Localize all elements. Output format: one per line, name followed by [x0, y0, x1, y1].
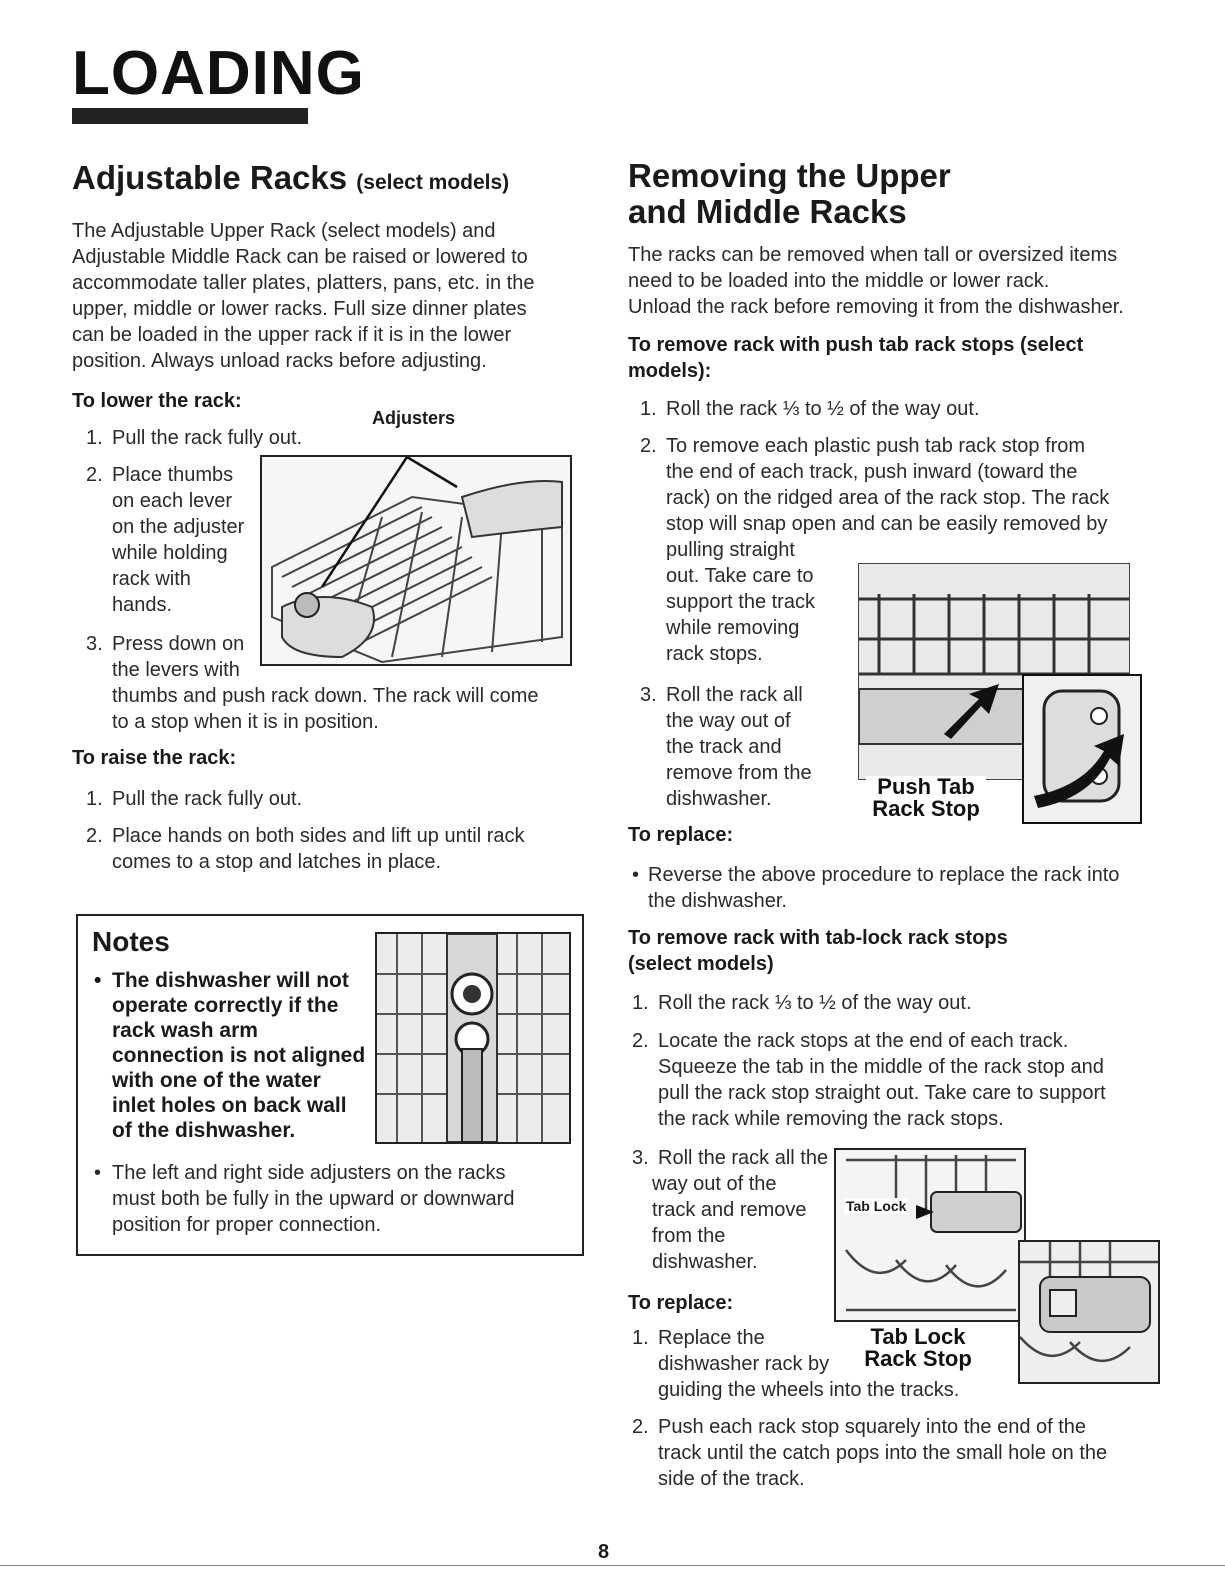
page-number: 8 — [598, 1541, 610, 1563]
tab-lock-detail-inset — [1018, 1240, 1160, 1384]
intro-line: position. Always unload racks before adjusting. — [72, 350, 487, 372]
step-text: while holding — [112, 542, 228, 564]
caption-line: Rack Stop — [864, 1346, 972, 1371]
step-text: remove from the — [666, 762, 812, 784]
step-text: Roll the rack ⅓ to ½ of the way out. — [658, 992, 972, 1014]
raise-rack-heading: To raise the rack: — [72, 747, 237, 769]
step-text: the end of each track, push inward (toward the — [666, 461, 1078, 483]
step-text: guiding the wheels into the tracks. — [658, 1379, 960, 1401]
step-number: 2. — [86, 825, 103, 847]
step-number: 1. — [86, 788, 103, 810]
step-text: the track and — [666, 736, 782, 758]
note-line: The dishwasher will not — [112, 969, 349, 992]
step-text: Locate the rack stops at the end of each track. — [658, 1030, 1069, 1052]
lower-step-2 — [86, 462, 256, 618]
intro-line: need to be loaded into the middle or lower rack. — [628, 270, 1050, 292]
replace-step-2 — [632, 1414, 1162, 1492]
push-step-1 — [640, 396, 980, 422]
step-text: from the — [652, 1225, 726, 1247]
adjustable-racks-intro — [72, 218, 592, 374]
step-text: Place hands on both sides and lift up until rack — [112, 825, 525, 847]
step-number: 2. — [640, 435, 657, 457]
bullet-line: the dishwasher. — [648, 890, 787, 912]
heading-line: (select models) — [628, 953, 774, 975]
lower-step-1 — [86, 425, 302, 451]
intro-line: accommodate taller plates, platters, pans, etc. in the — [72, 272, 535, 294]
step-text: Roll the rack ⅓ to ½ of the way out. — [666, 398, 980, 420]
step-text: Squeeze the tab in the middle of the rack stop and — [658, 1056, 1104, 1078]
step-text: Push each rack stop squarely into the end of the — [658, 1416, 1087, 1438]
step-text: hands. — [112, 594, 173, 616]
replace-bullet — [632, 862, 1152, 914]
adjustable-racks-heading-note: (select models) — [356, 171, 510, 194]
step-text: dishwasher. — [652, 1251, 758, 1273]
step-text: support the track — [666, 591, 815, 613]
bullet-icon: • — [632, 864, 640, 886]
notes-plain-item — [92, 1160, 572, 1238]
intro-line: can be loaded in the upper rack if it is in the lower — [72, 324, 512, 346]
step-text: on the adjuster — [112, 516, 245, 538]
step-text: to a stop when it is in position. — [112, 711, 379, 733]
step-text: comes to a stop and latches in place. — [112, 851, 442, 873]
adjustable-rack-illustration — [260, 455, 572, 666]
note-line: connection is not aligned — [112, 1044, 366, 1067]
adjustable-racks-heading-text: Adjustable Racks — [72, 159, 348, 196]
tab-lock-detail-drawing — [1020, 1242, 1158, 1382]
step-text: Pull the rack fully out. — [112, 788, 303, 810]
intro-line: The Adjustable Upper Rack (select models) and — [72, 220, 496, 242]
step-text: dishwasher. — [666, 788, 772, 810]
notes-bold-item — [90, 968, 380, 1143]
note-line: of the dishwasher. — [112, 1119, 296, 1142]
note-line: with one of the water — [112, 1069, 321, 1092]
push-step-3 — [640, 682, 860, 812]
removing-racks-intro — [628, 242, 1168, 320]
adjustable-racks-heading — [72, 160, 509, 201]
step-number: 1. — [632, 992, 649, 1014]
step-number: 1. — [632, 1327, 649, 1349]
heading-line: To remove rack with tab-lock rack stops — [628, 927, 1008, 949]
step-number: 2. — [86, 464, 103, 486]
push-tab-detail-drawing — [1024, 676, 1140, 822]
heading-line: Removing the Upper — [628, 157, 951, 194]
replace-heading-1: To replace: — [628, 824, 734, 846]
step-text: out. Take care to — [666, 565, 814, 587]
bullet-icon: • — [94, 969, 102, 992]
step-number: 2. — [632, 1416, 649, 1438]
removing-racks-heading — [628, 158, 951, 230]
push-tab-heading — [628, 332, 1168, 384]
heading-line: models): — [628, 360, 712, 382]
intro-line: The racks can be removed when tall or oversized items — [628, 244, 1118, 266]
step-text: on each lever — [112, 490, 233, 512]
step-text: rack with — [112, 568, 191, 590]
adjusters-label: Adjusters — [372, 408, 456, 428]
lower-rack-heading: To lower the rack: — [72, 390, 242, 412]
caption-line: Rack Stop — [872, 796, 980, 821]
push-tab-caption — [866, 776, 986, 820]
note-line: inlet holes on back wall — [112, 1094, 347, 1117]
step-text: Roll the rack all — [666, 684, 803, 706]
step-text: track until the catch pops into the small hole on the — [658, 1442, 1108, 1464]
replace-step-1 — [632, 1325, 992, 1403]
step-text: Place thumbs — [112, 464, 234, 486]
raise-step-2 — [86, 823, 586, 875]
tablock-step-2 — [632, 1028, 1162, 1132]
heading-line: To remove rack with push tab rack stops (select — [628, 334, 1084, 356]
step-text: the rack while removing the rack stops. — [658, 1108, 1004, 1130]
notes-title: Notes — [92, 926, 170, 957]
intro-line: Adjustable Middle Rack can be raised or lowered to — [72, 246, 528, 268]
step-number: 3. — [640, 684, 657, 706]
step-number: 3. — [632, 1147, 649, 1169]
step-number: 3. — [86, 633, 103, 655]
wash-arm-drawing — [377, 934, 569, 1142]
bottom-rule — [0, 1565, 1225, 1566]
step-text: Press down on — [112, 633, 245, 655]
note-line: position for proper connection. — [112, 1214, 382, 1236]
step-text: Replace the — [658, 1327, 765, 1349]
bullet-icon: • — [94, 1162, 102, 1184]
step-text: rack stops. — [666, 643, 763, 665]
note-line: operate correctly if the — [112, 994, 339, 1017]
push-tab-detail-inset — [1022, 674, 1142, 824]
intro-line: Unload the rack before removing it from the dishwasher. — [628, 296, 1124, 318]
step-number: 1. — [86, 427, 103, 449]
step-text: way out of the — [652, 1173, 777, 1195]
step-text: dishwasher rack by — [658, 1353, 830, 1375]
bullet-line: Reverse the above procedure to replace the rack into — [648, 864, 1120, 886]
note-line: The left and right side adjusters on the racks — [112, 1162, 506, 1184]
step-text: the way out of — [666, 710, 791, 732]
step-number: 1. — [640, 398, 657, 420]
step-text: pull the rack stop straight out. Take care to support — [658, 1082, 1106, 1104]
step-text: Roll the rack all the — [658, 1147, 829, 1169]
step-text: rack) on the ridged area of the rack stop. The rack — [666, 487, 1110, 509]
step-text: Pull the rack fully out. — [112, 427, 303, 449]
tablock-step-3 — [632, 1145, 832, 1275]
step-text: side of the track. — [658, 1468, 805, 1490]
step-text: pulling straight — [666, 539, 795, 561]
step-text: track and remove — [652, 1199, 807, 1221]
caption-line: Push Tab — [877, 774, 975, 799]
note-line: rack wash arm — [112, 1019, 258, 1042]
replace-heading-2: To replace: — [628, 1292, 734, 1314]
note-line: must both be fully in the upward or downward — [112, 1188, 515, 1210]
tab-lock-heading — [628, 925, 1168, 977]
intro-line: upper, middle or lower racks. Full size dinner plates — [72, 298, 527, 320]
heading-line: and Middle Racks — [628, 193, 907, 230]
step-number: 2. — [632, 1030, 649, 1052]
caption-line: Tab Lock — [870, 1324, 966, 1349]
tab-lock-illustration — [834, 1148, 1026, 1322]
tablock-step-1 — [632, 990, 972, 1016]
rack-adjuster-drawing — [262, 457, 570, 664]
step-text: thumbs and push rack down. The rack will come — [112, 685, 539, 707]
title-underline — [72, 108, 308, 124]
tab-lock-drawing — [836, 1150, 1024, 1320]
raise-step-1 — [86, 786, 302, 812]
wash-arm-connection-illustration — [375, 932, 571, 1144]
step-text: To remove each plastic push tab rack stop from — [666, 435, 1086, 457]
step-text: the levers with — [112, 659, 240, 681]
step-text: while removing — [666, 617, 800, 639]
tab-lock-inline-label: Tab Lock — [846, 1198, 907, 1214]
page-title: LOADING — [72, 39, 365, 108]
step-text: stop will snap open and can be easily removed by — [666, 513, 1108, 535]
